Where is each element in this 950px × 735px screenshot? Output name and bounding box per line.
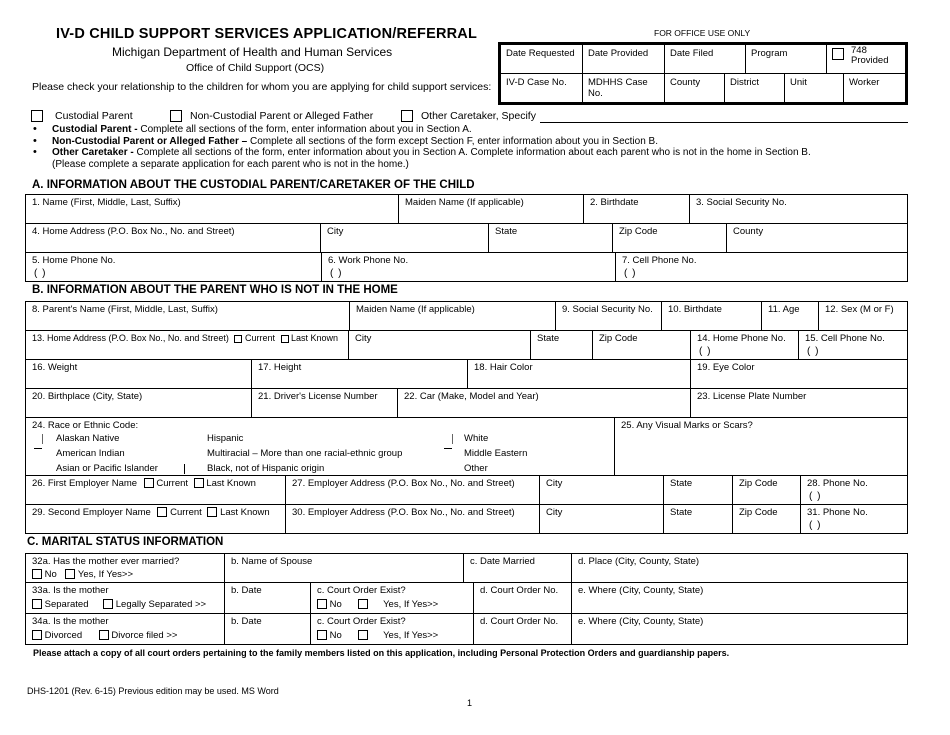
b-state-field[interactable]: State bbox=[531, 331, 593, 359]
other-caretaker-checkbox[interactable] bbox=[401, 110, 413, 122]
office-county[interactable]: County bbox=[665, 74, 725, 103]
page-number: 1 bbox=[467, 698, 473, 708]
b-hair-color-field[interactable]: 18. Hair Color bbox=[468, 360, 691, 388]
a-home-phone-field[interactable]: 5. Home Phone No. ( ) bbox=[26, 253, 322, 281]
b-drivers-license-field[interactable]: 21. Driver's License Number bbox=[252, 389, 398, 417]
section-b-heading: B. INFORMATION ABOUT THE PARENT WHO IS NOT IN THE HOME bbox=[32, 284, 398, 296]
employer2-current-checkbox[interactable] bbox=[157, 507, 167, 517]
instruction-item: • Non-Custodial Parent or Alleged Father – Complete all sections of the form except Section F, enter information about you in Section B. bbox=[32, 136, 912, 148]
c-ever-married-field[interactable]: 32a. Has the mother ever married? No Yes, If Yes>> bbox=[26, 554, 225, 582]
office-date-filed[interactable]: Date Filed bbox=[665, 45, 746, 73]
b-employer1-state-field[interactable]: State bbox=[664, 476, 733, 504]
c-divorce-court-order-field[interactable]: c. Court Order Exist? No Yes, If Yes>> bbox=[311, 614, 474, 644]
race-option[interactable]: White bbox=[464, 433, 489, 444]
b-birthdate-field[interactable]: 10. Birthdate bbox=[662, 302, 762, 330]
c-separated-court-order-field[interactable]: c. Court Order Exist? No Yes, If Yes>> bbox=[311, 583, 474, 613]
b-employer1-address-field[interactable]: 27. Employer Address (P.O. Box No., No. and Street) bbox=[286, 476, 540, 504]
race-option[interactable]: Alaskan Native bbox=[56, 433, 120, 444]
b-eye-color-field[interactable]: 19. Eye Color bbox=[697, 362, 755, 373]
b-birthplace-field[interactable]: 20. Birthplace (City, State) bbox=[26, 389, 252, 417]
married-yes-checkbox[interactable] bbox=[65, 569, 75, 579]
a-work-phone-field[interactable]: 6. Work Phone No. ( ) bbox=[322, 253, 616, 281]
a-maiden-name-field[interactable]: Maiden Name (If applicable) bbox=[399, 195, 584, 223]
office-program[interactable]: Program bbox=[746, 45, 827, 73]
c-divorced-field[interactable]: 34a. Is the mother Divorced Divorce filed >> bbox=[26, 614, 225, 644]
race-option[interactable]: Other bbox=[464, 463, 488, 474]
b-home-address-field[interactable]: 13. Home Address (P.O. Box No., No. and Street) Current Last Known bbox=[26, 331, 349, 359]
custodial-parent-checkbox[interactable] bbox=[31, 110, 43, 122]
office-748-provided[interactable]: 748 Provided bbox=[827, 45, 905, 73]
separated-checkbox[interactable] bbox=[32, 599, 42, 609]
b-first-employer-field[interactable]: 26. First Employer Name Current Last Known bbox=[26, 476, 286, 504]
office-date-provided[interactable]: Date Provided bbox=[583, 45, 665, 73]
divorced-checkbox[interactable] bbox=[32, 630, 42, 640]
b-race-field[interactable] bbox=[26, 418, 615, 475]
court-order-no-checkbox[interactable] bbox=[317, 599, 327, 609]
office-ivd-case-no[interactable]: IV-D Case No. bbox=[501, 74, 583, 103]
office-mdhhs-case-no[interactable]: MDHHS Case No. bbox=[583, 74, 665, 103]
non-custodial-checkbox[interactable] bbox=[170, 110, 182, 122]
instruction-item: • Other Caretaker - Complete all sections of the form, enter information about you in Section A. Complete information about each parent who is not in the home in Section B. bbox=[32, 147, 912, 159]
divorce-court-no-checkbox[interactable] bbox=[317, 630, 327, 640]
section-c-table bbox=[25, 553, 908, 645]
section-c-heading: C. MARITAL STATUS INFORMATION bbox=[27, 536, 224, 548]
race-option[interactable]: Hispanic bbox=[207, 433, 244, 444]
office-district[interactable]: District bbox=[725, 74, 785, 103]
c-separated-where-field[interactable]: e. Where (City, County, State) bbox=[578, 585, 704, 596]
b-employer1-phone-field[interactable]: 28. Phone No. ( ) bbox=[807, 478, 868, 502]
instruction-item: • Custodial Parent - Complete all sections of the form, enter information about you in Section A. bbox=[32, 124, 912, 136]
divorce-filed-checkbox[interactable] bbox=[99, 630, 109, 640]
c-separated-date-field[interactable]: b. Date bbox=[225, 583, 311, 613]
race-option[interactable]: Asian or Pacific Islander bbox=[56, 463, 158, 474]
a-county-field[interactable]: County bbox=[733, 226, 764, 237]
a-name-field[interactable]: 1. Name (First, Middle, Last, Suffix) bbox=[26, 195, 399, 223]
b-cell-phone-field[interactable]: 15. Cell Phone No. ( ) bbox=[805, 333, 885, 357]
married-no-checkbox[interactable] bbox=[32, 569, 42, 579]
office-name: Office of Child Support (OCS) bbox=[186, 62, 325, 74]
employer1-current-checkbox[interactable] bbox=[144, 478, 154, 488]
race-option[interactable]: Multiracial – More than one racial-ethnic group bbox=[207, 448, 403, 459]
specify-line[interactable] bbox=[540, 122, 908, 123]
a-birthdate-field[interactable]: 2. Birthdate bbox=[584, 195, 690, 223]
divorce-court-yes-checkbox[interactable] bbox=[358, 630, 368, 640]
b-employer2-address-field[interactable]: 30. Employer Address (P.O. Box No., No. and Street) bbox=[286, 505, 540, 533]
custodial-parent-label: Custodial Parent bbox=[55, 110, 133, 122]
b-city-field[interactable]: City bbox=[349, 331, 531, 359]
b-visual-marks-field[interactable]: 25. Any Visual Marks or Scars? bbox=[621, 420, 753, 431]
office-use-label: FOR OFFICE USE ONLY bbox=[654, 28, 751, 38]
section-a-heading: A. INFORMATION ABOUT THE CUSTODIAL PARENT/CARETAKER OF THE CHILD bbox=[32, 179, 475, 191]
race-label: 24. Race or Ethnic Code: bbox=[32, 420, 139, 431]
c-separated-order-no-field[interactable]: d. Court Order No. bbox=[474, 583, 572, 613]
address-last-known-checkbox[interactable] bbox=[281, 335, 289, 343]
b-height-field[interactable]: 17. Height bbox=[252, 360, 468, 388]
a-state-field[interactable]: State bbox=[489, 224, 613, 252]
non-custodial-label: Non-Custodial Parent or Alleged Father bbox=[190, 110, 374, 122]
c-separated-field[interactable]: 33a. Is the mother Separated Legally Separated >> bbox=[26, 583, 225, 613]
b-employer2-phone-field[interactable]: 31. Phone No. ( ) bbox=[807, 507, 868, 531]
office-unit[interactable]: Unit bbox=[785, 74, 844, 103]
c-divorce-order-no-field[interactable]: d. Court Order No. bbox=[474, 614, 572, 644]
b-parent-name-field[interactable]: 8. Parent's Name (First, Middle, Last, Suffix) bbox=[26, 302, 350, 330]
other-caretaker-label: Other Caretaker, Specify bbox=[421, 110, 536, 122]
race-option[interactable]: American Indian bbox=[56, 448, 125, 459]
b-weight-field[interactable]: 16. Weight bbox=[26, 360, 252, 388]
form-footer: DHS-1201 (Rev. 6-15) Previous edition may be used. MS Word bbox=[27, 686, 279, 696]
legally-separated-checkbox[interactable] bbox=[103, 599, 113, 609]
b-ssn-field[interactable]: 9. Social Security No. bbox=[556, 302, 662, 330]
employer2-last-known-checkbox[interactable] bbox=[207, 507, 217, 517]
form-title: IV-D CHILD SUPPORT SERVICES APPLICATION/REFERRAL bbox=[56, 26, 478, 42]
section-a-table bbox=[25, 194, 908, 282]
b-second-employer-field[interactable]: 29. Second Employer Name Current Last Known bbox=[26, 505, 286, 533]
address-current-checkbox[interactable] bbox=[234, 335, 242, 343]
b-maiden-name-field[interactable]: Maiden Name (If applicable) bbox=[350, 302, 556, 330]
court-order-yes-checkbox[interactable] bbox=[358, 599, 368, 609]
b-license-plate-field[interactable]: 23. License Plate Number bbox=[697, 391, 807, 402]
employer1-last-known-checkbox[interactable] bbox=[194, 478, 204, 488]
b-employer2-zip-field[interactable]: Zip Code bbox=[733, 505, 801, 533]
c-spouse-name-field[interactable]: b. Name of Spouse bbox=[225, 554, 464, 582]
department-name: Michigan Department of Health and Human Services bbox=[112, 45, 393, 59]
a-zip-field[interactable]: Zip Code bbox=[613, 224, 727, 252]
748-provided-checkbox[interactable] bbox=[832, 48, 844, 60]
instruction-note: (Please complete a separate application for each parent who is not in the home.) bbox=[52, 158, 409, 170]
office-date-requested[interactable]: Date Requested bbox=[501, 45, 583, 73]
b-employer2-city-field[interactable]: City bbox=[540, 505, 664, 533]
section-b-table bbox=[25, 301, 908, 534]
b-zip-field[interactable]: Zip Code bbox=[593, 331, 691, 359]
b-age-field[interactable]: 11. Age bbox=[762, 302, 819, 330]
b-employer1-city-field[interactable]: City bbox=[540, 476, 664, 504]
b-employer1-zip-field[interactable]: Zip Code bbox=[733, 476, 801, 504]
b-employer2-state-field[interactable]: State bbox=[664, 505, 733, 533]
instructions-list bbox=[32, 124, 912, 170]
a-home-address-field[interactable]: 4. Home Address (P.O. Box No., No. and Street) bbox=[26, 224, 321, 252]
c-divorce-where-field[interactable]: e. Where (City, County, State) bbox=[578, 616, 704, 627]
office-use-box bbox=[498, 42, 908, 105]
race-option[interactable]: Black, not of Hispanic origin bbox=[207, 463, 325, 474]
court-orders-note: Please attach a copy of all court orders pertaining to the family members listed on this application, including Personal Protection Orders and guardianship papers. bbox=[33, 648, 730, 658]
c-divorce-date-field[interactable]: b. Date bbox=[225, 614, 311, 644]
c-date-married-field[interactable]: c. Date Married bbox=[464, 554, 572, 582]
c-place-field[interactable]: d. Place (City, County, State) bbox=[578, 556, 700, 567]
race-option[interactable]: Middle Eastern bbox=[464, 448, 528, 459]
intro-text: Please check your relationship to the children for whom you are applying for child support services: bbox=[32, 81, 492, 93]
a-cell-phone-field[interactable]: 7. Cell Phone No. ( ) bbox=[622, 255, 697, 279]
b-home-phone-field[interactable]: 14. Home Phone No. ( ) bbox=[691, 331, 799, 359]
a-city-field[interactable]: City bbox=[321, 224, 489, 252]
office-worker[interactable]: Worker bbox=[849, 77, 880, 88]
b-car-field[interactable]: 22. Car (Make, Model and Year) bbox=[398, 389, 691, 417]
a-ssn-field[interactable]: 3. Social Security No. bbox=[696, 197, 787, 208]
b-sex-field[interactable]: 12. Sex (M or F) bbox=[825, 304, 894, 315]
